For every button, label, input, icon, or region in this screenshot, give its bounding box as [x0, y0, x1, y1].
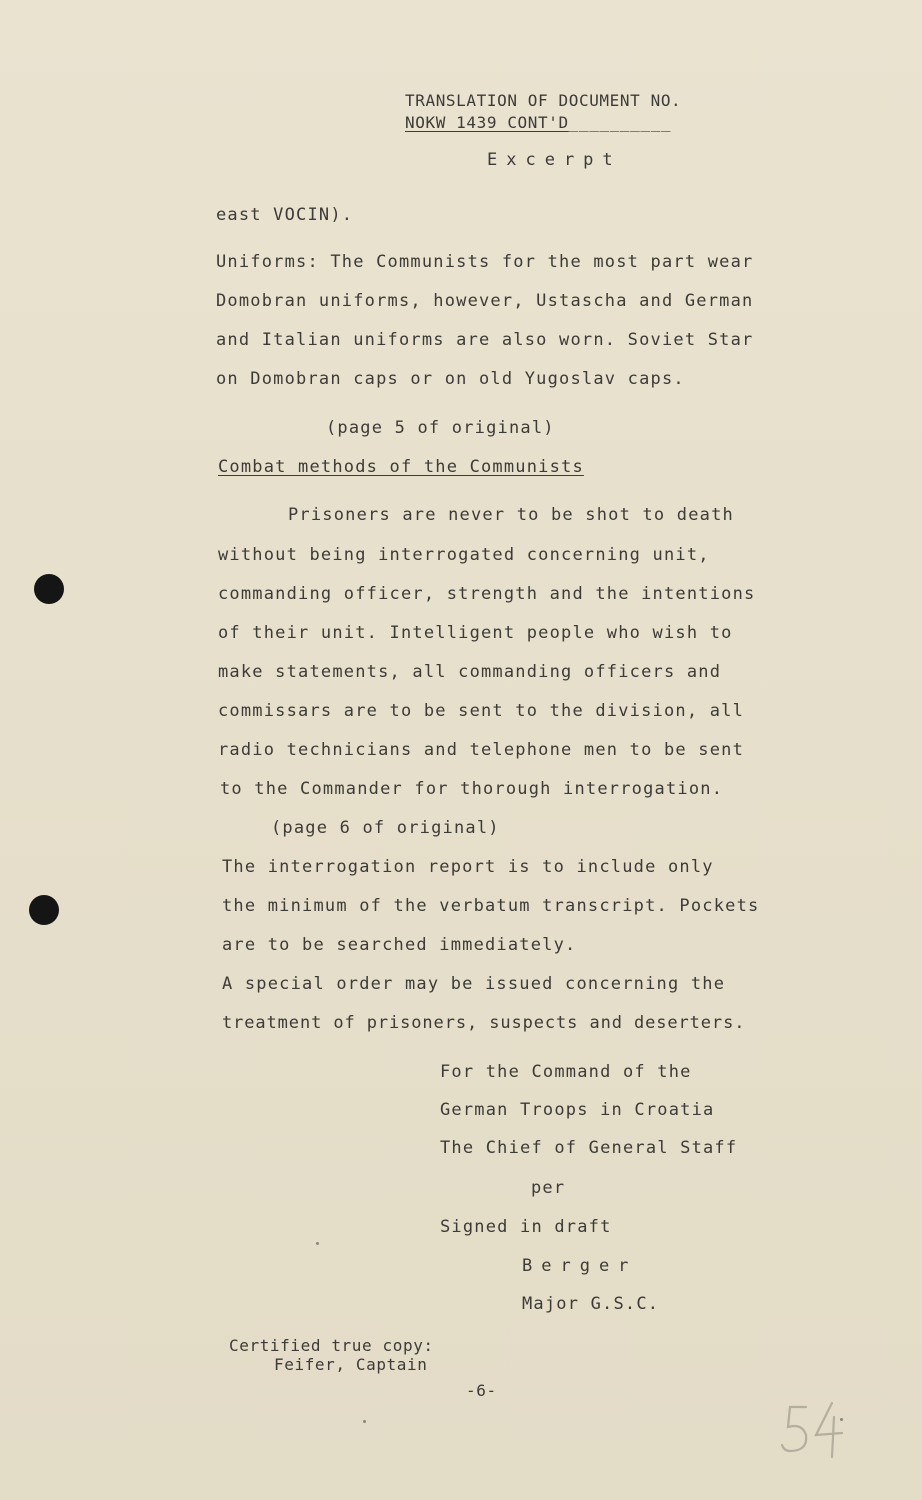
uniforms-line-1: Uniforms: The Communists for the most part wear	[216, 252, 754, 272]
report-line-3: are to be searched immediately.	[222, 935, 577, 955]
per-text: per	[531, 1178, 566, 1198]
certified-line-2: Feifer, Captain	[274, 1355, 428, 1374]
line-east-vocin: east VOCIN).	[216, 205, 354, 225]
paper-speck	[316, 1242, 319, 1245]
punch-hole-top	[34, 574, 64, 604]
prisoners-line-3: commanding officer, strength and the intentions	[218, 584, 756, 604]
page-number: -6-	[466, 1381, 497, 1400]
handwritten-page-mark	[780, 1395, 850, 1465]
signatory-rank: Major G.S.C.	[522, 1294, 660, 1314]
excerpt-heading: Excerpt	[487, 150, 622, 170]
for-command-line-1: For the Command of the	[440, 1062, 692, 1082]
uniforms-line-2: Domobran uniforms, however, Ustascha and German	[216, 291, 754, 311]
certified-line-1: Certified true copy:	[229, 1336, 434, 1355]
report-line-1: The interrogation report is to include only	[222, 857, 714, 877]
document-number	[405, 113, 671, 132]
prisoners-line-2: without being interrogated concerning unit,	[218, 545, 710, 565]
report-line-4: A special order may be issued concerning the	[222, 974, 726, 994]
signed-in-draft: Signed in draft	[440, 1217, 612, 1237]
prisoners-line-8: to the Commander for thorough interrogation.	[220, 779, 724, 799]
prisoners-line-7: radio technicians and telephone men to be sent	[218, 740, 745, 760]
translation-title: TRANSLATION OF DOCUMENT NO.	[405, 91, 682, 110]
prisoners-line-6: commissars are to be sent to the division, all	[218, 701, 745, 721]
page-5-note: (page 5 of original)	[326, 418, 555, 438]
punch-hole-bottom	[29, 895, 59, 925]
combat-methods-heading: Combat methods of the Communists	[218, 457, 584, 477]
uniforms-line-3: and Italian uniforms are also worn. Soviet Star	[216, 330, 754, 350]
report-line-5: treatment of prisoners, suspects and deserters.	[222, 1013, 746, 1033]
signatory-name: Berger	[522, 1256, 638, 1276]
prisoners-line-5: make statements, all commanding officers and	[218, 662, 722, 682]
prisoners-line-1: Prisoners are never to be shot to death	[288, 505, 734, 525]
prisoners-line-4: of their unit. Intelligent people who wish to	[218, 623, 733, 643]
document-number-rule: __________	[568, 113, 672, 132]
uniforms-line-4: on Domobran caps or on old Yugoslav caps.	[216, 369, 685, 389]
paper-speck	[363, 1420, 366, 1423]
chief-of-staff: The Chief of General Staff	[440, 1138, 738, 1158]
report-line-2: the minimum of the verbatum transcript. Pockets	[222, 896, 760, 916]
for-command-line-2: German Troops in Croatia	[440, 1100, 715, 1120]
document-number-text: NOKW 1439 CONT'D	[405, 113, 569, 132]
page-6-note: (page 6 of original)	[271, 818, 500, 838]
